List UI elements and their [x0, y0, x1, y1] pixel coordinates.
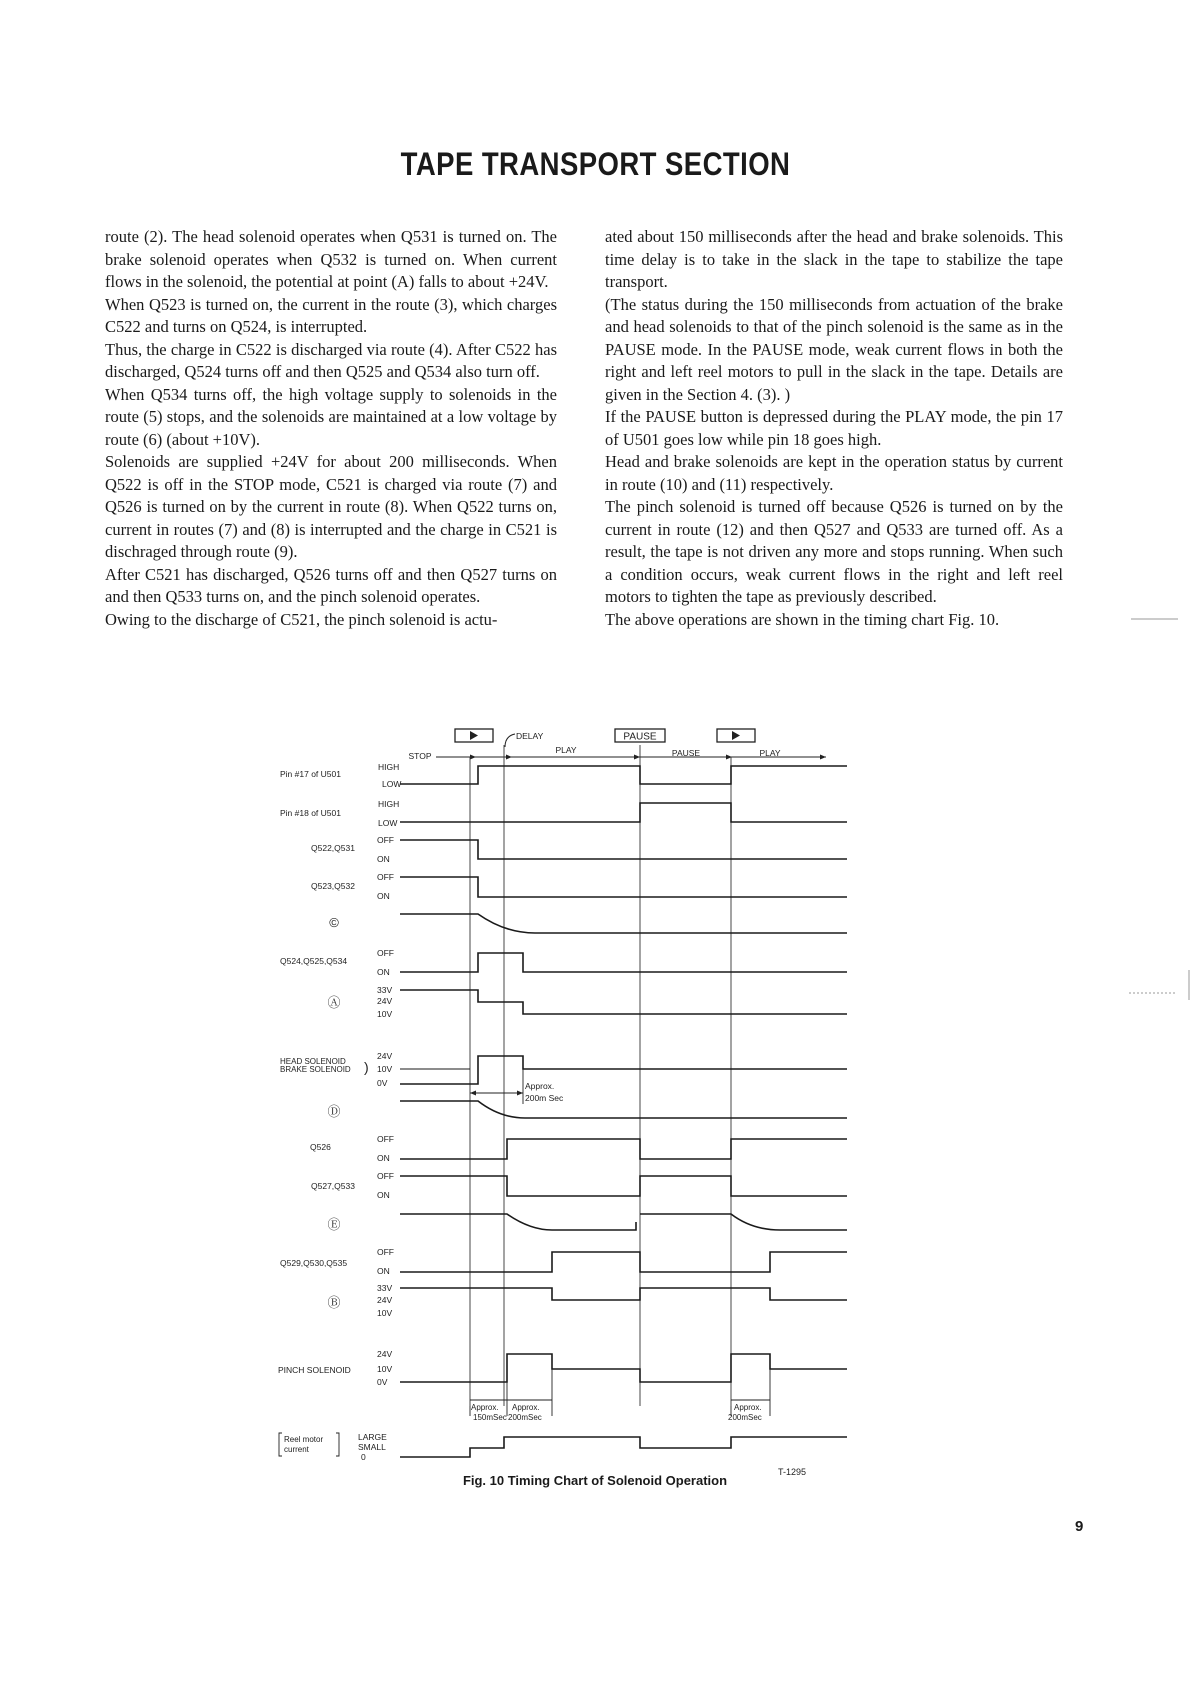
play-label: PLAY	[555, 745, 577, 755]
pause-button-label: PAUSE	[623, 731, 657, 743]
delay-label: DELAY	[516, 731, 544, 741]
signal-label: Q529,Q530,Q535	[280, 1258, 348, 1268]
level-label: HIGH	[378, 799, 400, 809]
signal-label: Q523,Q532	[311, 881, 355, 891]
wave-pin18	[400, 803, 847, 822]
scan-marks	[1129, 619, 1189, 1000]
wave-q527	[400, 1176, 847, 1196]
paragraph: When Q523 is turned on, the current in the route (3), which charges C522 and turns on Q524, is interrupted.	[105, 294, 557, 336]
level-label: ON	[377, 854, 390, 864]
wave-q524	[400, 953, 847, 972]
wave-q526	[400, 1139, 847, 1159]
level-label: 33V	[377, 1283, 393, 1293]
point-e-label: Ⓔ	[327, 1217, 341, 1232]
level-label: ON	[377, 1266, 390, 1276]
level-label: 24V	[377, 1349, 393, 1359]
signal-labels	[278, 762, 401, 1462]
annotation: Approx.	[734, 1403, 762, 1412]
stop-label: STOP	[408, 751, 432, 761]
play-icon	[732, 731, 740, 740]
paragraph: If the PAUSE button is depressed during the PLAY mode, the pin 17 of U501 goes low while pin 18 goes high.	[605, 407, 1063, 449]
level-label: OFF	[377, 1134, 394, 1144]
annotation: Approx.	[471, 1403, 499, 1412]
level-label: OFF	[377, 835, 394, 845]
mode-header	[409, 729, 827, 761]
wave-q529	[400, 1252, 847, 1272]
level-label: ON	[377, 967, 390, 977]
signal-label: Q527,Q533	[311, 1181, 355, 1191]
wave-reel	[400, 1437, 847, 1457]
page-title: TAPE TRANSPORT SECTION	[400, 146, 791, 182]
paragraph: The pinch solenoid is turned off because Q526 is turned on by the current in route (12) and then Q527 and Q533 are turned off. As a result, the tape is not driven any more and stops running. When such a condition occurs, weak current flows in the right and left reel motors to tighten the tape as previously described.	[605, 497, 1063, 606]
paragraph: Solenoids are supplied +24V for about 200 milliseconds. When Q522 is off in the STOP mode, C521 is charged via route (7) and Q526 is turned on by the current in route (8). When Q522 turns on, current in routes (7) and (8) is interrupted and the charge in C521 is dischraged through route (9).	[105, 452, 557, 561]
annotation: Approx.	[525, 1081, 555, 1091]
signal-label: BRAKE SOLENOID	[280, 1065, 351, 1074]
paragraph: Owing to the discharge of C521, the pinch solenoid is actu-	[105, 609, 498, 629]
wave-q522	[400, 840, 847, 859]
annotation: 200mSec	[728, 1413, 762, 1422]
level-label: 0V	[377, 1078, 388, 1088]
level-label: SMALL	[358, 1442, 386, 1452]
annotation: Approx.	[512, 1403, 540, 1412]
level-label: 24V	[377, 996, 393, 1006]
wave-head	[400, 1056, 847, 1084]
signal-label: Pin #17 of U501	[280, 769, 341, 779]
wave-q523	[400, 877, 847, 897]
signal-label: Q522,Q531	[311, 843, 355, 853]
level-label: 10V	[377, 1009, 393, 1019]
level-label: LARGE	[358, 1432, 387, 1442]
level-label: OFF	[377, 1247, 394, 1257]
signal-label: PINCH SOLENOID	[278, 1365, 351, 1375]
signal-label: current	[284, 1445, 309, 1454]
paragraph: Head and brake solenoids are kept in the operation status by current in route (10) and (11) respectively.	[605, 452, 1063, 494]
figure-caption: Fig. 10 Timing Chart of Solenoid Operation	[462, 1473, 728, 1488]
level-label: 10V	[377, 1308, 393, 1318]
level-label: ON	[377, 1190, 390, 1200]
level-label: 24V	[377, 1295, 393, 1305]
point-a-label: Ⓐ	[327, 995, 341, 1010]
signal-label: Q524,Q525,Q534	[280, 956, 348, 966]
paragraph: ated about 150 milliseconds after the head and brake solenoids. This time delay is to take in the slack in the tape to stabilize the tape transport.	[605, 227, 1063, 291]
wave-d	[400, 1101, 847, 1118]
level-label: OFF	[377, 948, 394, 958]
paragraph: Thus, the charge in C522 is discharged via route (4). After C522 has discharged, Q524 turns off and then Q525 and Q534 also turn off.	[105, 339, 557, 381]
wave-a	[400, 990, 847, 1014]
level-label: 10V	[377, 1064, 393, 1074]
level-label: 0	[361, 1452, 366, 1462]
page-number: 9	[1075, 1518, 1084, 1535]
annotation: 200m Sec	[525, 1093, 564, 1103]
pause-label: PAUSE	[671, 748, 701, 758]
wave-pin17	[400, 766, 847, 784]
paragraph: The above operations are shown in the timing chart Fig. 10.	[605, 609, 1000, 629]
drawing-id: T-1295	[778, 1467, 807, 1477]
event-lines	[470, 745, 731, 1406]
wave-c	[400, 914, 847, 933]
wave-pinch	[400, 1354, 847, 1382]
level-label: OFF	[377, 1171, 394, 1181]
brace: )	[364, 1059, 369, 1075]
signal-label: Q526	[310, 1142, 331, 1152]
level-label: ON	[377, 1153, 390, 1163]
paragraph: route (2). The head solenoid operates when Q531 is turned on. The brake solenoid operates when Q532 is turned on. When current flows in the solenoid, the potential at point (A) falls to about +24V.	[105, 227, 557, 291]
point-d-label: Ⓓ	[327, 1104, 341, 1119]
paragraph: (The status during the 150 milliseconds from actuation of the brake and head solenoids to that of the pinch solenoid is the same as in the PAUSE mode. In the PAUSE mode, weak current flows in both the right and left reel motors to pull in the slack in the tape. Details are given in the Section 4. (3). )	[605, 294, 1063, 404]
play-icon	[470, 731, 478, 740]
wave-e	[400, 1214, 847, 1230]
annotation: 200mSec	[508, 1413, 542, 1422]
level-label: ON	[377, 891, 390, 901]
signal-label: Pin #18 of U501	[280, 808, 341, 818]
point-c-label: ©	[329, 915, 339, 930]
level-label: HIGH	[378, 762, 400, 772]
level-label: OFF	[377, 872, 394, 882]
point-b-label: Ⓑ	[327, 1295, 341, 1310]
wave-b	[400, 1288, 847, 1300]
level-label: LOW	[382, 779, 402, 789]
play-label: PLAY	[759, 748, 781, 758]
level-label: LOW	[378, 818, 398, 828]
level-label: 0V	[377, 1377, 388, 1387]
signal-label: HEAD SOLENOID	[280, 1057, 346, 1066]
level-label: 24V	[377, 1051, 393, 1061]
paragraph: When Q534 turns off, the high voltage supply to solenoids in the route (5) stops, and the solenoids are maintained at a low voltage by route (6) (about +10V).	[105, 384, 557, 449]
paragraph: After C521 has discharged, Q526 turns off and then Q527 turns on and then Q533 turns on, and the pinch solenoid operates.	[105, 564, 557, 606]
level-label: 33V	[377, 985, 393, 995]
level-label: 10V	[377, 1364, 393, 1374]
signal-label: Reel motor	[284, 1435, 324, 1444]
waveforms	[400, 766, 847, 1457]
annotation: 150mSec	[473, 1413, 507, 1422]
